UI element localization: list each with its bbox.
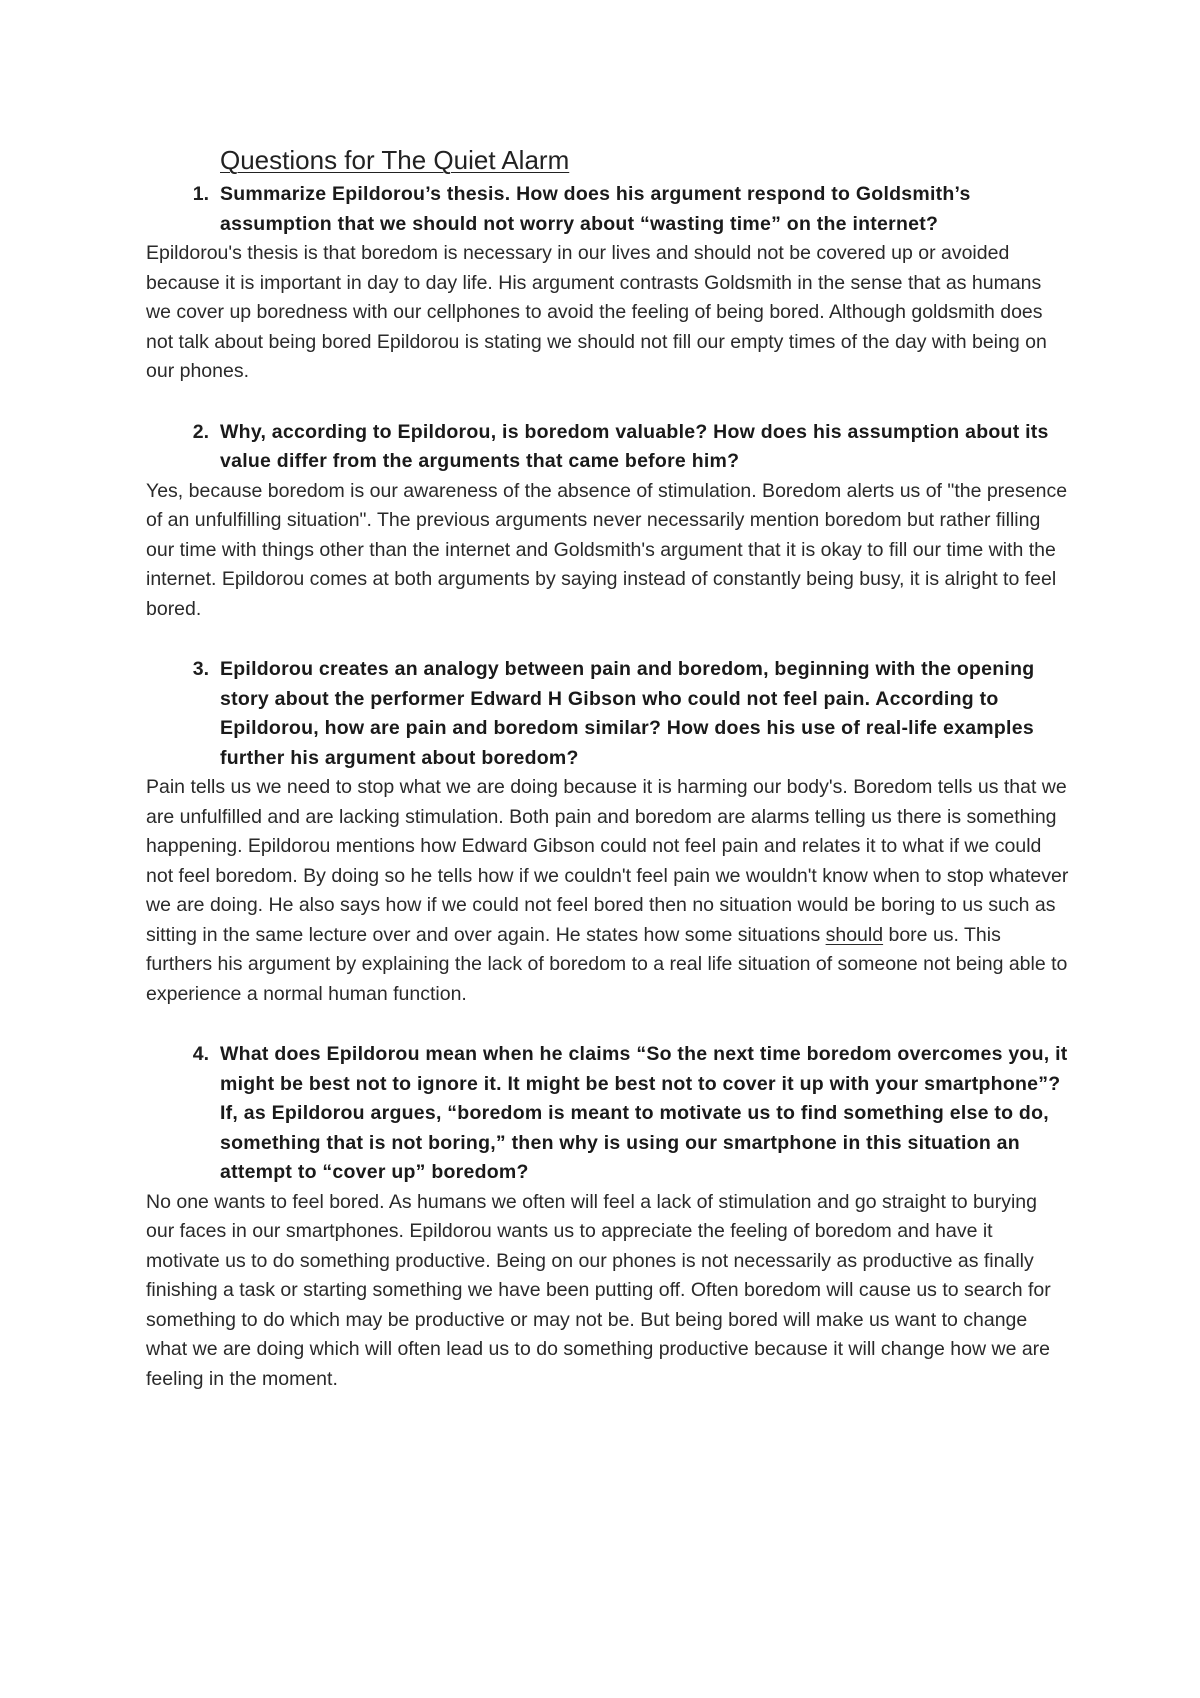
question-number: 4.	[192, 1043, 209, 1065]
question-block-1	[146, 180, 1070, 387]
question-number: 2.	[192, 420, 209, 443]
paragraph-spacer	[146, 1009, 1070, 1038]
document-title: Questions for The Quiet Alarm	[220, 145, 570, 175]
document-page	[146, 142, 1070, 1394]
emphasized-word: should	[825, 923, 884, 946]
question-block-3	[146, 655, 1070, 1009]
question-text: Why, according to Epildorou, is boredom valuable? How does his assumption about its value differ from the arguments that came before him?	[220, 420, 1049, 472]
answer-text: Epildorou's thesis is that boredom is necessary in our lives and should not be covered up or avoided because it is important in day to day life. His argument contrasts Goldsmith in the sense that as humans we cover up boredness with our cellphones to avoid the feeling of being bored. Although goldsmith does not talk about being bored Epildorou is stating we should not fill our empty times of the day with being on our phones.	[146, 242, 1047, 382]
question-block-4	[146, 1040, 1070, 1394]
question-text: Epildorou creates an analogy between pain and boredom, beginning with the opening story about the performer Edward H Gibson who could not feel pain. According to Epildorou, how are pain and boredom similar? How does his use of real-life examples further his argument about boredom?	[220, 658, 1035, 769]
question-row	[146, 418, 1070, 477]
question-block-2	[146, 418, 1070, 625]
paragraph-spacer	[146, 624, 1070, 653]
answer-text: No one wants to feel bored. As humans we often will feel a lack of stimulation and go straight to burying our faces in our smartphones. Epildorou wants us to appreciate the feeling of boredom and have it motivate us to do something productive. Being on our phones is not necessarily as productive as finally finishing a task or starting something we have been putting off. Often boredom will cause us to search for something to do which may be productive or may not be. But being bored will make us want to change what we are doing which will often lead us to do something productive because it will change how we are feeling in the moment.	[146, 1190, 1051, 1390]
question-text: What does Epildorou mean when he claims “So the next time boredom overcomes you, it might be best not to ignore it. It might be best not to cover it up with your smartphone”? If, as Epildorou argues, “boredom is meant to motivate us to find something else to do, something that is not boring,” then why is using our smartphone in this situation an attempt to “cover up” boredom?	[220, 1043, 1068, 1183]
question-number: 1.	[192, 183, 209, 205]
question-number: 3.	[192, 658, 209, 680]
question-text: Summarize Epildorou’s thesis. How does his argument respond to Goldsmith’s assumption that we should not worry about “wasting time” on the internet?	[220, 183, 971, 235]
question-row	[146, 180, 1070, 239]
question-row	[146, 655, 1070, 773]
paragraph-spacer	[146, 387, 1070, 416]
answer-text	[146, 773, 1070, 1009]
answer-text-part: bore us. This furthers his argument by explaining the lack of boredom to a real life situation of someone not being able to experience a normal human function.	[146, 923, 1068, 1005]
question-row	[146, 1040, 1070, 1188]
answer-text: Yes, because boredom is our awareness of the absence of stimulation. Boredom alerts us of "the presence of an unfulfilling situation". The previous arguments never necessarily mention boredom but rather filling our time with things other than the internet and Goldsmith's argument that it is okay to fill our time with the internet. Epildorou comes at both arguments by saying instead of constantly being busy, it is alright to feel bored.	[146, 479, 1068, 620]
answer-text-part: Pain tells us we need to stop what we are doing because it is harming our body's. Boredom tells us that we are unfulfilled and are lacking stimulation. Both pain and boredom are alarms telling us there is something happening. Epildorou mentions how Edward Gibson could not feel pain and relates it to what if we could not feel boredom. By doing so he tells how if we couldn't feel pain we wouldn't know when to stop whatever we are doing. He also says how if we could not feel bored then no situation would be boring to us such as sitting in the same lecture over and over again. He states how some situations	[146, 776, 1069, 946]
